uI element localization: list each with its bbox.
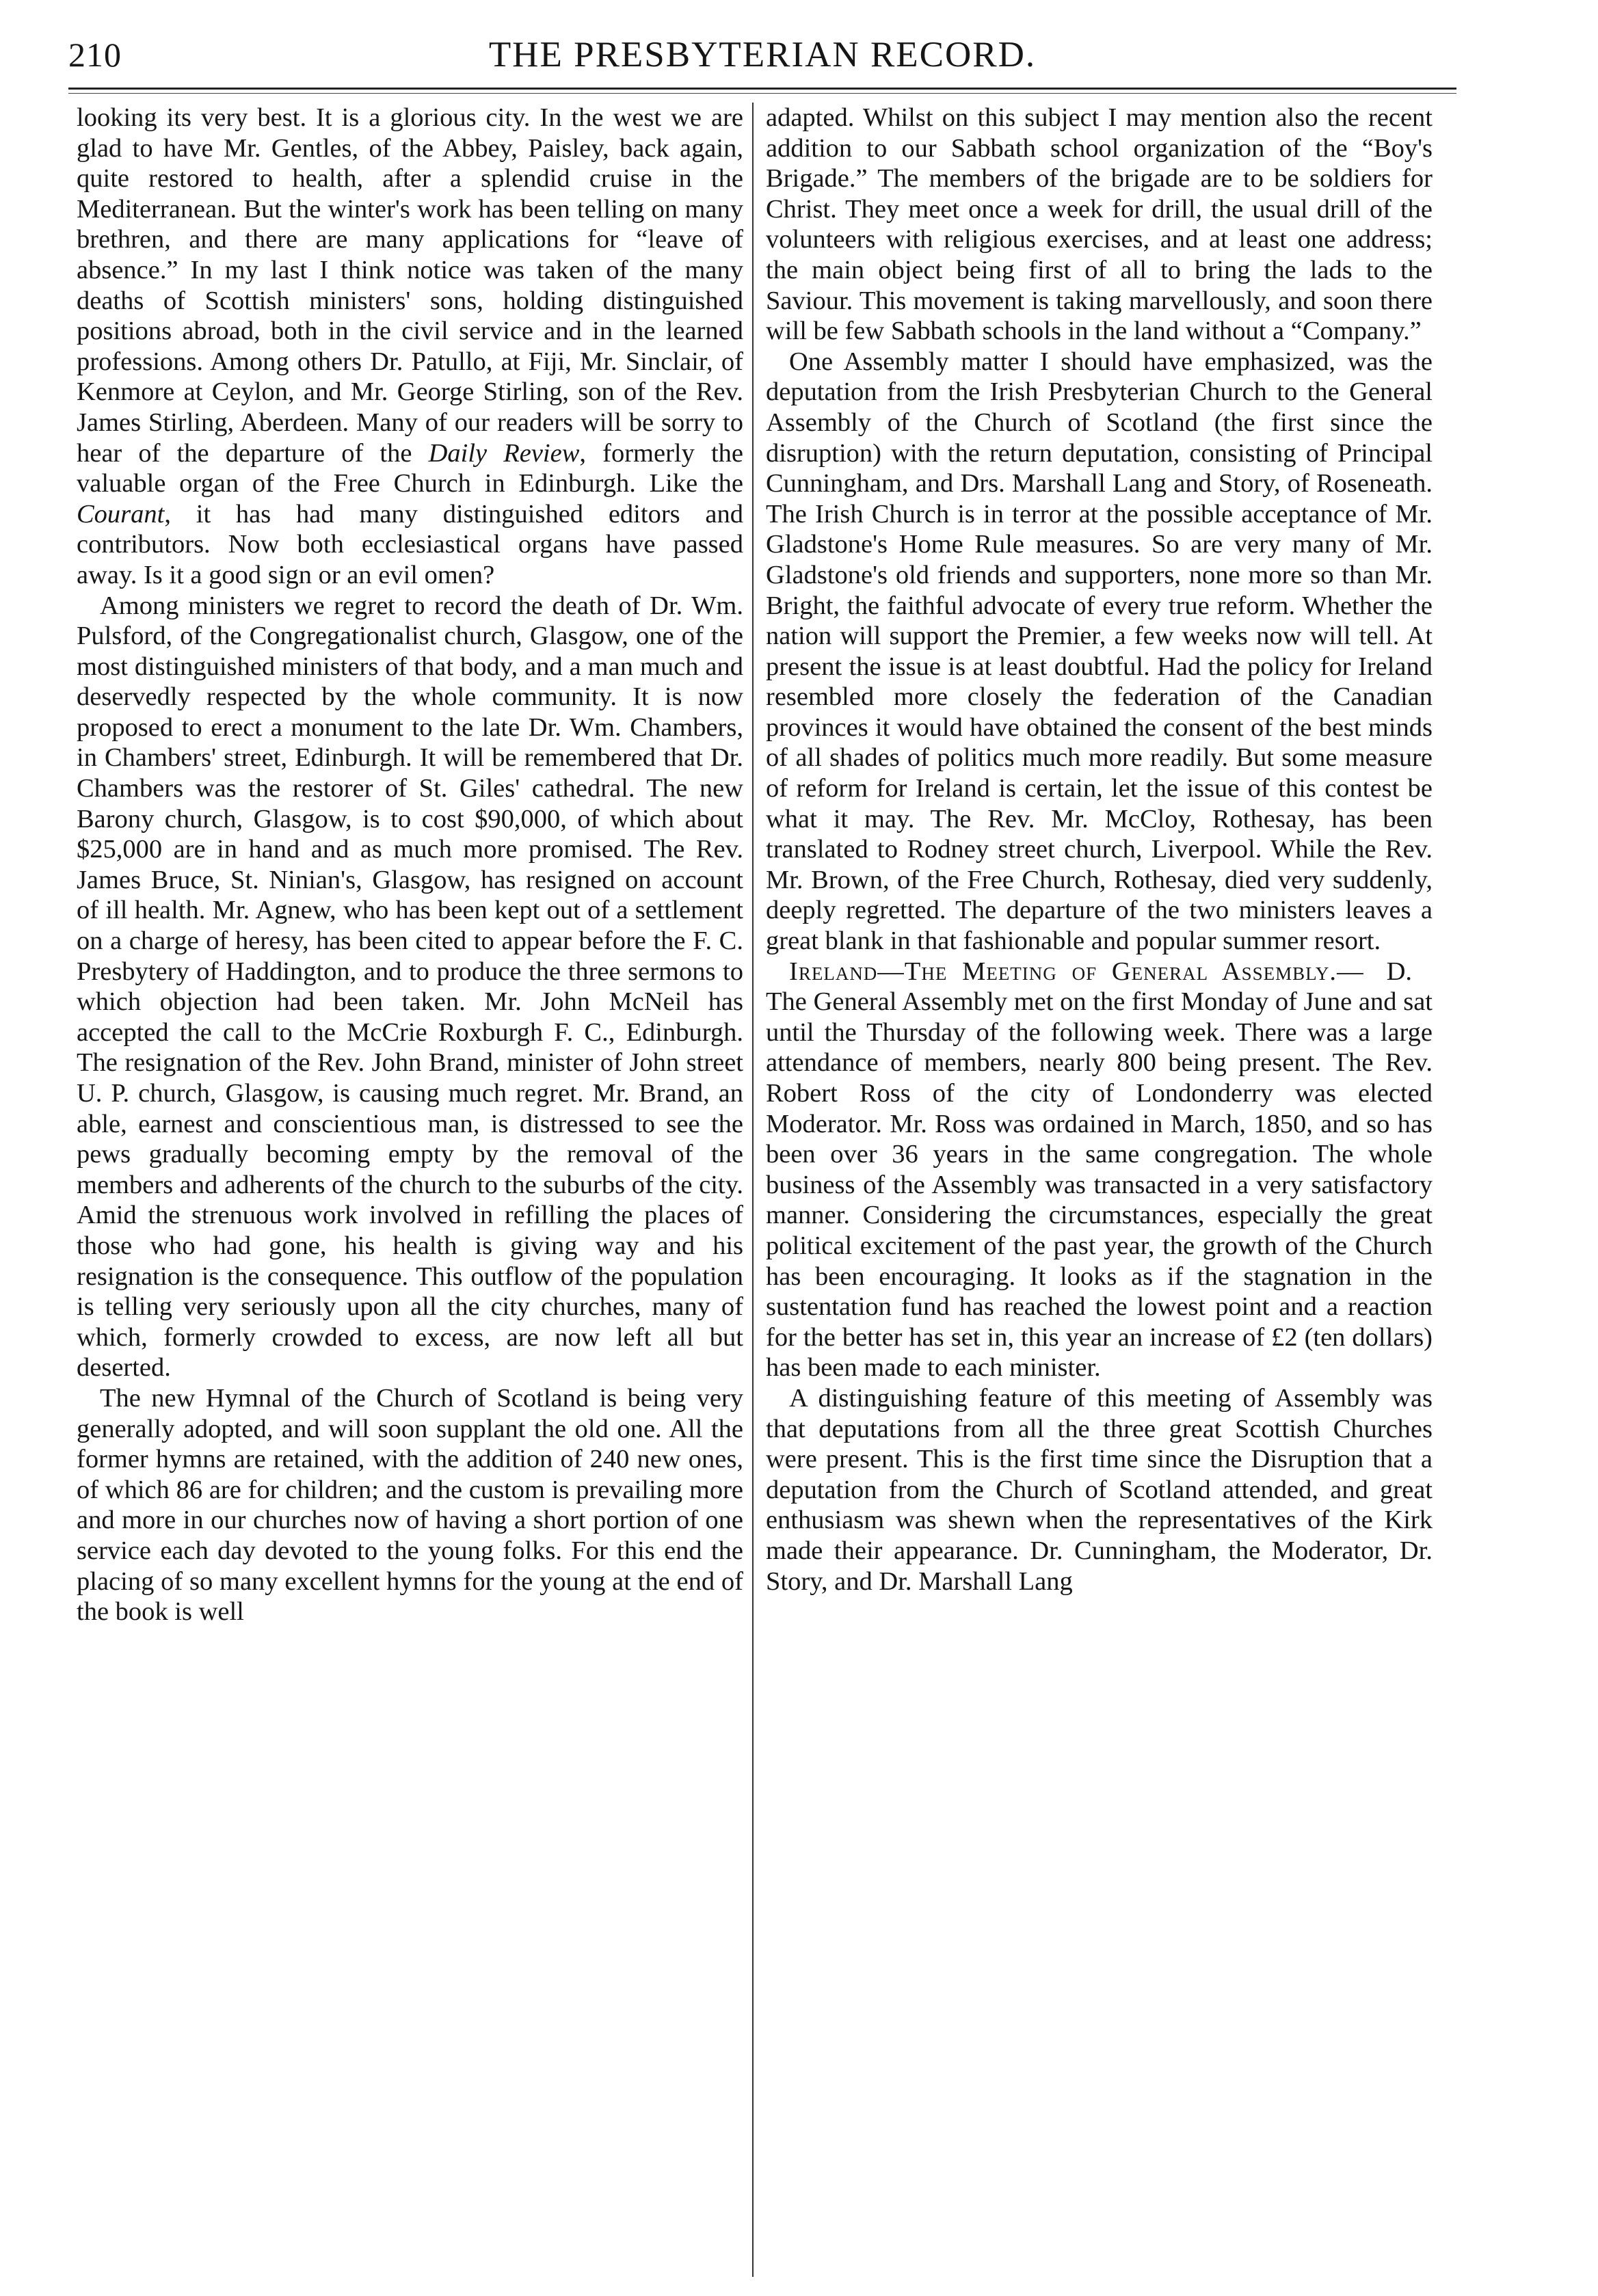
header-rule [68, 88, 1456, 90]
courant-title: Courant [77, 499, 165, 529]
page-number: 210 [68, 36, 122, 74]
signature: D. [1386, 957, 1412, 986]
right-paragraph-3 [766, 957, 1433, 1383]
left-p1-end: , it has had many distinguished editors and contributors. Now both ecclesiastical organs have passed away. Is it a good sign or an evil omen? [77, 499, 743, 589]
right-column [766, 103, 1433, 2277]
left-paragraph-3: The new Hymnal of the Church of Scotland is being very generally adopted, and will soon supplant the old one. All the former hymns are retained, with the addition of 240 new ones, of which 86 are for children; and the custom is prevailing more and more in our churches now of having a short portion of one service each day devoted to the young folks. For this end the placing of so many excellent hymns for the young at the end of the book is well [77, 1383, 743, 1627]
column-divider [752, 103, 754, 2277]
left-p1-mid: , formerly the valuable organ of the Free Church in Edinburgh. Like the [77, 438, 743, 498]
right-p2-text: One Assembly matter I should have emphasized, was the deputation from the Irish Presbyterian Church to the General Assembly of the Church of Scotland (the first since the disruption) with the return deputation, consisting of Principal Cunningham, and Drs. Marshall Lang and Story, of Roseneath. The Irish Church is in terror at the possible acceptance of Mr. Gladstone's Home Rule measures. So are very many of Mr. Gladstone's old friends and supporters, none more so than Mr. Bright, the faithful advocate of every true reform. Whether the nation will support the Premier, a few weeks now will tell. At present the issue is at least doubtful. Had the policy for Ireland resembled more closely the federation of the Canadian provinces it would have obtained the consent of the best minds of all shades of politics much more readily. But some measure of reform for Ireland is certain, let the issue of this contest be what it may. The Rev. Mr. McCloy, Rothesay, has been translated to Rodney street church, Liverpool. While the Rev. Mr. Brown, of the Free Church, Rothesay, died very suddenly, deeply regretted. The departure of the two ministers leaves a great blank in that fashionable and popular summer resort. [766, 347, 1433, 956]
left-p1-text: looking its very best. It is a glorious city. In the west we are glad to have Mr. Gentles, of the Abbey, Paisley, back again, quite restored to health, after a splendid cruise in the Mediterranean. But the winter's work has been telling on many brethren, and there are many applications for “leave of absence.” In my last I think notice was taken of the many deaths of Scottish ministers' sons, holding distinguished positions abroad, both in the civil service and in the learned professions. Among others Dr. Patullo, at Fiji, Mr. Sinclair, of Kenmore at Ceylon, and Mr. George Stirling, son of the Rev. James Stirling, Aberdeen. Many of our readers will be sorry to hear of the departure of the [77, 103, 743, 468]
right-paragraph-4: A distinguishing feature of this meeting of Assembly was that deputations from all the three great Scottish Churches were present. This is the first time since the Disruption that a deputation from the Church of Scotland attended, and great enthusiasm was shewn when the representatives of the Kirk made their appearance. Dr. Cunningham, the Moderator, Dr. Story, and Dr. Marshall Lang [766, 1383, 1433, 1596]
section-heading: Ireland—The Meeting of General Assembly. [789, 957, 1337, 986]
daily-review-title: Daily Review [428, 438, 580, 468]
left-paragraph-2: Among ministers we regret to record the death of Dr. Wm. Pulsford, of the Congregationalist church, Glasgow, one of the most distinguished ministers of that body, and a man much and deservedly respected by the whole community. It is now proposed to erect a monument to the late Dr. Wm. Chambers, in Chambers' street, Edinburgh. It will be remembered that Dr. Chambers was the restorer of St. Giles' cathedral. The new Barony church, Glasgow, is to cost $90,000, of which about $25,000 are in hand and as much more promised. The Rev. James Bruce, St. Ninian's, Glasgow, has resigned on account of ill health. Mr. Agnew, who has been kept out of a settlement on a charge of heresy, has been cited to appear before the F. C. Presbytery of Haddington, and to produce the three sermons to which objection had been taken. Mr. John McNeil has accepted the call to the McCrie Roxburgh F. C., Edinburgh. The resignation of the Rev. John Brand, minister of John street U. P. church, Glasgow, is causing much regret. Mr. Brand, an able, earnest and conscientious man, is distressed to see the pews gradually becoming empty by the removal of the members and adherents of the church to the suburbs of the city. Amid the strenuous work involved in refilling the places of those who had gone, his health is giving way and his resignation is the consequence. This outflow of the population is telling very seriously upon all the city churches, many of which, formerly crowded to excess, are now left all but deserted. [77, 591, 743, 1383]
right-paragraph-1: adapted. Whilst on this subject I may mention also the recent addition to our Sabbath school organization of the “Boy's Brigade.” The members of the brigade are to be soldiers for Christ. They meet once a week for drill, the usual drill of the volunteers with religious exercises, and at least one address; the main object being first of all to bring the lads to the Saviour. This movement is taking marvellously, and soon there will be few Sabbath schools in the land without a “Company.” [766, 103, 1433, 346]
left-column [77, 103, 743, 2277]
header-rule-thin [68, 93, 1456, 94]
left-paragraph-1 [77, 103, 743, 591]
running-title: THE PRESBYTERIAN RECORD. [488, 35, 1037, 75]
running-header [68, 27, 1456, 82]
right-p3-text: —The General Assembly met on the first Monday of June and sat until the Thursday of the following week. There was a large attendance of members, nearly 800 being present. The Rev. Robert Ross of the city of Londonderry was elected Moderator. Mr. Ross was ordained in March, 1850, and so has been over 36 years in the same congregation. The whole business of the Assembly was transacted in a very satisfactory manner. Considering the circumstances, especially the great political excitement of the past year, the growth of the Church has been encouraging. It looks as if the stagnation in the sustentation fund has reached the lowest point and a reaction for the better has set in, this year an increase of £2 (ten dollars) has been made to each minister. [766, 957, 1433, 1383]
